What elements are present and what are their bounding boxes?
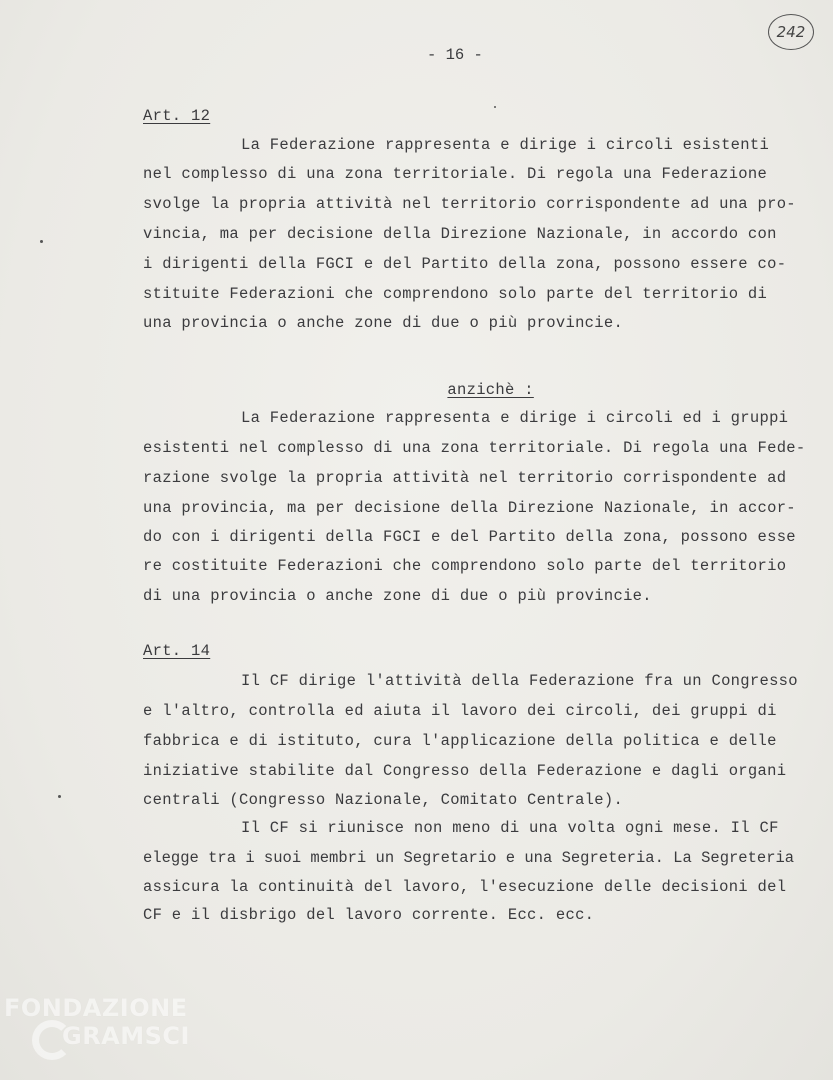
- watermark-text: FONDAZIONE: [4, 994, 188, 1022]
- art14-heading: Art. 14: [143, 642, 211, 660]
- art12-line: i dirigenti della FGCI e del Partito della zona, possono essere co-: [143, 255, 787, 273]
- art12-line: stituite Federazioni che comprendono solo parte del territorio di: [143, 285, 768, 303]
- paper-speck: [40, 240, 43, 243]
- alt-line: razione svolge la propria attività nel territorio corrispondente ad: [143, 469, 787, 487]
- art14-line: iniziative stabilite dal Congresso della Federazione e dagli organi: [143, 762, 787, 780]
- watermark-logo: [0, 988, 200, 1080]
- art14-line: centrali (Congresso Nazionale, Comitato Centrale).: [143, 791, 624, 809]
- alt-line: re costituite Federazioni che comprendono solo parte del territorio: [143, 557, 787, 575]
- alt-line: do con i dirigenti della FGCI e del Partito della zona, possono esse: [143, 528, 796, 546]
- art14-line: assicura la continuità del lavoro, l'esecuzione delle decisioni del: [143, 878, 787, 896]
- paper-speck: [58, 795, 61, 798]
- art12-line: vincia, ma per decisione della Direzione Nazionale, in accordo con: [143, 225, 777, 243]
- separator-word: anzichè :: [447, 381, 534, 399]
- art12-line: La Federazione rappresenta e dirige i circoli esistenti: [241, 136, 770, 154]
- art12-heading: Art. 12: [143, 107, 211, 125]
- art14-line: CF e il disbrigo del lavoro corrente. Ecc. ecc.: [143, 906, 595, 924]
- paper-speck: [494, 106, 496, 108]
- alt-line: di una provincia o anche zone di due o più provincie.: [143, 587, 652, 605]
- alt-line: una provincia, ma per decisione della Direzione Nazionale, in accor-: [143, 499, 796, 517]
- art14-line: e l'altro, controlla ed aiuta il lavoro dei circoli, dei gruppi di: [143, 702, 777, 720]
- art14-line: Il CF dirige l'attività della Federazione fra un Congresso: [241, 672, 798, 690]
- watermark-text: GRAMSCI: [62, 1022, 190, 1050]
- alt-line: La Federazione rappresenta e dirige i circoli ed i gruppi: [241, 409, 789, 427]
- art12-line: nel complesso di una zona territoriale. Di regola una Federazione: [143, 165, 768, 183]
- alt-line: esistenti nel complesso di una zona territoriale. Di regola una Fede-: [143, 439, 806, 457]
- art14-line: Il CF si riunisce non meno di una volta ogni mese. Il CF: [241, 819, 779, 837]
- art14-line: elegge tra i suoi membri un Segretario e una Segreteria. La Segreteria: [143, 849, 795, 867]
- page-number: - 16 -: [427, 46, 483, 64]
- art14-line: fabbrica e di istituto, cura l'applicazione della politica e delle: [143, 732, 777, 750]
- art12-line: una provincia o anche zone di due o più provincie.: [143, 314, 624, 332]
- art12-line: svolge la propria attività nel territorio corrispondente ad una pro-: [143, 195, 796, 213]
- archive-stamp: 242: [768, 14, 814, 50]
